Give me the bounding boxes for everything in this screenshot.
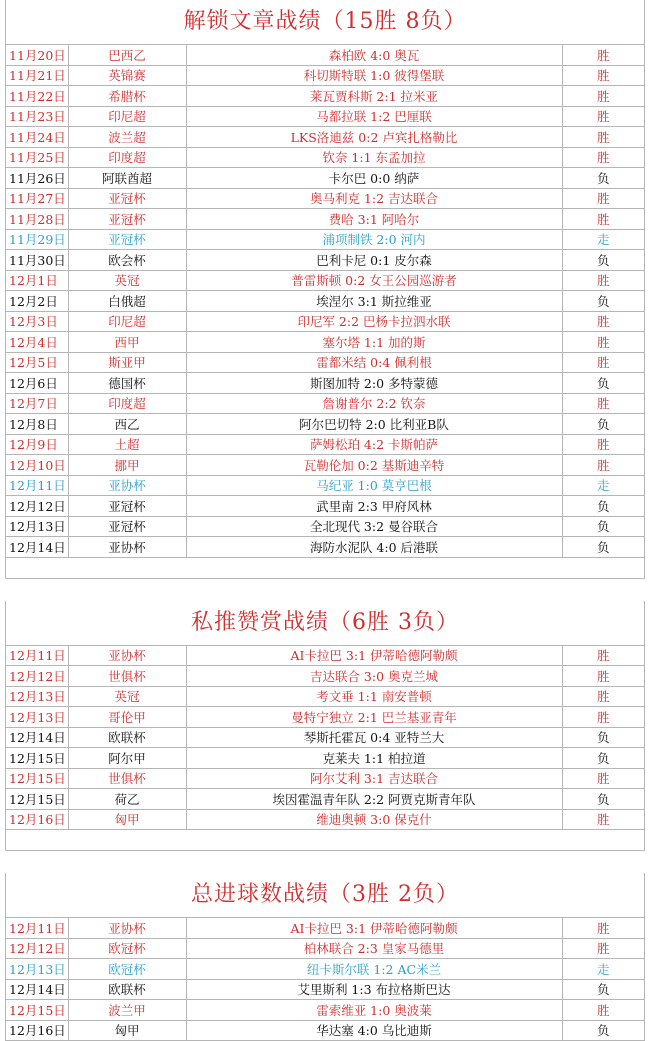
- date-cell: 11月27日: [6, 188, 68, 209]
- result-cell: 负: [562, 291, 644, 312]
- match-cell: 雷都米结 0:4 佩利根: [186, 352, 562, 373]
- match-cell: 埃因霍温青年队 2:2 阿贾克斯青年队: [186, 789, 562, 810]
- league-cell: 德国杯: [68, 373, 186, 394]
- result-cell: 胜: [562, 434, 644, 455]
- date-cell: 12月12日: [6, 666, 68, 687]
- league-cell: 印度超: [68, 393, 186, 414]
- league-cell: 西乙: [68, 414, 186, 435]
- table-row: [6, 666, 644, 687]
- date-cell: 12月7日: [6, 393, 68, 414]
- league-cell: 欧联杯: [68, 727, 186, 748]
- result-cell: 胜: [562, 65, 644, 86]
- date-cell: 11月28日: [6, 209, 68, 230]
- table-row: [6, 250, 644, 271]
- match-cell: 普雷斯顿 0:2 女王公园巡游者: [186, 270, 562, 291]
- match-cell: 森柏欧 4:0 奥瓦: [186, 45, 562, 65]
- section-total-goals: [5, 873, 645, 1041]
- result-cell: 负: [562, 373, 644, 394]
- match-cell: 吉达联合 3:0 奥克兰城: [186, 666, 562, 687]
- date-cell: 12月13日: [6, 707, 68, 728]
- table-row: [6, 707, 644, 728]
- league-cell: 亚冠杯: [68, 209, 186, 230]
- table-row: [6, 106, 644, 127]
- match-cell: 马纪亚 1:0 莫亨巴根: [186, 475, 562, 496]
- match-cell: AI卡拉巴 3:1 伊蒂哈德阿勒颇: [186, 646, 562, 666]
- match-cell: 斯图加特 2:0 多特蒙德: [186, 373, 562, 394]
- result-cell: 负: [562, 979, 644, 1000]
- date-cell: 12月5日: [6, 352, 68, 373]
- results-table: [6, 45, 644, 558]
- match-cell: 费哈 3:1 阿哈尔: [186, 209, 562, 230]
- table-row: [6, 979, 644, 1000]
- date-cell: 12月10日: [6, 455, 68, 476]
- match-cell: 马都拉联 1:2 巴厘联: [186, 106, 562, 127]
- result-cell: 胜: [562, 666, 644, 687]
- league-cell: 波兰甲: [68, 1000, 186, 1021]
- match-cell: 克莱夫 1:1 柏拉道: [186, 748, 562, 769]
- match-cell: 纽卡斯尔联 1:2 AC米兰: [186, 959, 562, 980]
- date-cell: 11月22日: [6, 86, 68, 107]
- result-cell: 胜: [562, 686, 644, 707]
- date-cell: 12月11日: [6, 918, 68, 938]
- table-row: [6, 373, 644, 394]
- table-row: [6, 1020, 644, 1041]
- league-cell: 西甲: [68, 332, 186, 353]
- date-cell: 12月11日: [6, 475, 68, 496]
- date-cell: 12月15日: [6, 768, 68, 789]
- table-row: [6, 727, 644, 748]
- table-row: [6, 768, 644, 789]
- league-cell: 亚冠杯: [68, 496, 186, 517]
- league-cell: 挪甲: [68, 455, 186, 476]
- league-cell: 亚冠杯: [68, 229, 186, 250]
- date-cell: 12月14日: [6, 537, 68, 558]
- match-cell: AI卡拉巴 3:1 伊蒂哈德阿勒颇: [186, 918, 562, 938]
- match-cell: 海防水泥队 4:0 后港联: [186, 537, 562, 558]
- date-cell: 11月30日: [6, 250, 68, 271]
- table-row: [6, 393, 644, 414]
- section-title: 解锁文章战绩（15胜 8负）: [6, 0, 644, 45]
- league-cell: 白俄超: [68, 291, 186, 312]
- league-cell: 亚协杯: [68, 918, 186, 938]
- match-cell: 阿尔艾利 3:1 吉达联合: [186, 768, 562, 789]
- table-row: [6, 789, 644, 810]
- results-table: [6, 646, 644, 831]
- match-cell: 柏林联合 2:3 皇家马德里: [186, 938, 562, 959]
- date-cell: 12月14日: [6, 979, 68, 1000]
- result-cell: 胜: [562, 332, 644, 353]
- table-row: [6, 496, 644, 517]
- result-cell: 胜: [562, 188, 644, 209]
- table-row: [6, 291, 644, 312]
- table-spacer: [6, 558, 644, 579]
- table-row: [6, 209, 644, 230]
- match-cell: 雷索维亚 1:0 奥波莱: [186, 1000, 562, 1021]
- result-cell: 胜: [562, 646, 644, 666]
- league-cell: 世俱杯: [68, 768, 186, 789]
- result-cell: 胜: [562, 938, 644, 959]
- result-cell: 负: [562, 496, 644, 517]
- match-cell: 卡尔巴 0:0 纳萨: [186, 168, 562, 189]
- league-cell: 英锦赛: [68, 65, 186, 86]
- date-cell: 11月21日: [6, 65, 68, 86]
- table-row: [6, 475, 644, 496]
- date-cell: 12月1日: [6, 270, 68, 291]
- table-row: [6, 918, 644, 938]
- table-row: [6, 270, 644, 291]
- date-cell: 12月14日: [6, 727, 68, 748]
- table-row: [6, 311, 644, 332]
- league-cell: 波兰超: [68, 127, 186, 148]
- date-cell: 11月20日: [6, 45, 68, 65]
- table-row: [6, 332, 644, 353]
- match-cell: 全北现代 3:2 曼谷联合: [186, 516, 562, 537]
- table-row: [6, 168, 644, 189]
- match-cell: 艾里斯利 1:3 布拉格斯巴达: [186, 979, 562, 1000]
- league-cell: 亚协杯: [68, 646, 186, 666]
- table-row: [6, 938, 644, 959]
- table-row: [6, 229, 644, 250]
- result-cell: 胜: [562, 768, 644, 789]
- date-cell: 11月29日: [6, 229, 68, 250]
- table-row: [6, 86, 644, 107]
- result-cell: 负: [562, 516, 644, 537]
- result-cell: 胜: [562, 393, 644, 414]
- result-cell: 胜: [562, 106, 644, 127]
- result-cell: 负: [562, 414, 644, 435]
- result-cell: 负: [562, 168, 644, 189]
- result-cell: 负: [562, 727, 644, 748]
- match-cell: 考文垂 1:1 南安普顿: [186, 686, 562, 707]
- table-row: [6, 686, 644, 707]
- date-cell: 12月16日: [6, 809, 68, 830]
- result-cell: 胜: [562, 209, 644, 230]
- league-cell: 印尼超: [68, 106, 186, 127]
- match-cell: 奥马利克 1:2 吉达联合: [186, 188, 562, 209]
- result-cell: 胜: [562, 147, 644, 168]
- date-cell: 12月15日: [6, 748, 68, 769]
- league-cell: 印度超: [68, 147, 186, 168]
- table-row: [6, 516, 644, 537]
- match-cell: 维迪奥顿 3:0 保克什: [186, 809, 562, 830]
- table-row: [6, 1000, 644, 1021]
- league-cell: 阿尔甲: [68, 748, 186, 769]
- date-cell: 12月2日: [6, 291, 68, 312]
- match-cell: 塞尔塔 1:1 加的斯: [186, 332, 562, 353]
- match-cell: 埃涅尔 3:1 斯拉维亚: [186, 291, 562, 312]
- result-cell: 胜: [562, 270, 644, 291]
- date-cell: 11月26日: [6, 168, 68, 189]
- league-cell: 亚协杯: [68, 537, 186, 558]
- results-table: [6, 918, 644, 1041]
- result-cell: 负: [562, 250, 644, 271]
- date-cell: 12月6日: [6, 373, 68, 394]
- league-cell: 欧会杯: [68, 250, 186, 271]
- match-cell: 曼特宁独立 2:1 巴兰基亚青年: [186, 707, 562, 728]
- table-row: [6, 434, 644, 455]
- result-cell: 负: [562, 537, 644, 558]
- table-row: [6, 188, 644, 209]
- date-cell: 12月8日: [6, 414, 68, 435]
- table-row: [6, 352, 644, 373]
- date-cell: 12月16日: [6, 1020, 68, 1041]
- match-cell: 浦项制铁 2:0 河内: [186, 229, 562, 250]
- league-cell: 巴西乙: [68, 45, 186, 65]
- match-cell: 钦奈 1:1 东孟加拉: [186, 147, 562, 168]
- section-title: 私推赞赏战绩（6胜 3负）: [6, 601, 644, 646]
- table-row: [6, 45, 644, 65]
- date-cell: 12月9日: [6, 434, 68, 455]
- league-cell: 亚协杯: [68, 475, 186, 496]
- date-cell: 12月11日: [6, 646, 68, 666]
- match-cell: LKS洛迪兹 0:2 卢宾扎格勒比: [186, 127, 562, 148]
- league-cell: 亚冠杯: [68, 188, 186, 209]
- result-cell: 胜: [562, 352, 644, 373]
- table-spacer: [6, 830, 644, 851]
- result-cell: 胜: [562, 127, 644, 148]
- result-cell: 负: [562, 789, 644, 810]
- match-cell: 莱瓦贾科斯 2:1 拉米亚: [186, 86, 562, 107]
- result-cell: 负: [562, 748, 644, 769]
- table-row: [6, 646, 644, 666]
- match-cell: 詹谢普尔 2:2 钦奈: [186, 393, 562, 414]
- match-cell: 武里南 2:3 甲府风林: [186, 496, 562, 517]
- league-cell: 欧联杯: [68, 979, 186, 1000]
- league-cell: 斯亚甲: [68, 352, 186, 373]
- match-cell: 科切斯特联 1:0 彼得堡联: [186, 65, 562, 86]
- league-cell: 英冠: [68, 270, 186, 291]
- match-cell: 琴斯托霍瓦 0:4 亚特兰大: [186, 727, 562, 748]
- table-row: [6, 455, 644, 476]
- league-cell: 哥伦甲: [68, 707, 186, 728]
- table-row: [6, 147, 644, 168]
- date-cell: 12月15日: [6, 789, 68, 810]
- result-cell: 胜: [562, 1000, 644, 1021]
- date-cell: 12月13日: [6, 959, 68, 980]
- league-cell: 荷乙: [68, 789, 186, 810]
- result-cell: 走: [562, 959, 644, 980]
- result-cell: 胜: [562, 86, 644, 107]
- table-row: [6, 809, 644, 830]
- date-cell: 12月15日: [6, 1000, 68, 1021]
- result-cell: 负: [562, 1020, 644, 1041]
- league-cell: 欧冠杯: [68, 959, 186, 980]
- date-cell: 12月13日: [6, 686, 68, 707]
- date-cell: 12月12日: [6, 496, 68, 517]
- league-cell: 匈甲: [68, 809, 186, 830]
- match-cell: 印尼军 2:2 巴杨卡拉泗水联: [186, 311, 562, 332]
- result-cell: 胜: [562, 455, 644, 476]
- date-cell: 12月12日: [6, 938, 68, 959]
- league-cell: 世俱杯: [68, 666, 186, 687]
- result-cell: 胜: [562, 918, 644, 938]
- match-cell: 阿尔巴切特 2:0 比利亚B队: [186, 414, 562, 435]
- result-cell: 胜: [562, 311, 644, 332]
- league-cell: 匈甲: [68, 1020, 186, 1041]
- result-cell: 走: [562, 229, 644, 250]
- table-row: [6, 959, 644, 980]
- result-cell: 胜: [562, 707, 644, 728]
- section-unlock-articles: [5, 0, 645, 579]
- league-cell: 土超: [68, 434, 186, 455]
- table-row: [6, 414, 644, 435]
- match-cell: 巴利卡尼 0:1 皮尔森: [186, 250, 562, 271]
- table-row: [6, 65, 644, 86]
- league-cell: 希腊杯: [68, 86, 186, 107]
- match-cell: 瓦勒伦加 0:2 基斯迪辛特: [186, 455, 562, 476]
- league-cell: 亚冠杯: [68, 516, 186, 537]
- section-private-recommend: [5, 601, 645, 852]
- date-cell: 11月24日: [6, 127, 68, 148]
- league-cell: 阿联酋超: [68, 168, 186, 189]
- section-title: 总进球数战绩（3胜 2负）: [6, 873, 644, 918]
- result-cell: 胜: [562, 45, 644, 65]
- match-cell: 华达塞 4:0 乌比迪斯: [186, 1020, 562, 1041]
- league-cell: 欧冠杯: [68, 938, 186, 959]
- date-cell: 11月25日: [6, 147, 68, 168]
- league-cell: 印尼超: [68, 311, 186, 332]
- table-row: [6, 537, 644, 558]
- date-cell: 12月3日: [6, 311, 68, 332]
- table-row: [6, 748, 644, 769]
- date-cell: 11月23日: [6, 106, 68, 127]
- date-cell: 12月4日: [6, 332, 68, 353]
- date-cell: 12月13日: [6, 516, 68, 537]
- league-cell: 英冠: [68, 686, 186, 707]
- result-cell: 走: [562, 475, 644, 496]
- result-cell: 胜: [562, 809, 644, 830]
- match-cell: 萨姆松珀 4:2 卡斯帕萨: [186, 434, 562, 455]
- table-row: [6, 127, 644, 148]
